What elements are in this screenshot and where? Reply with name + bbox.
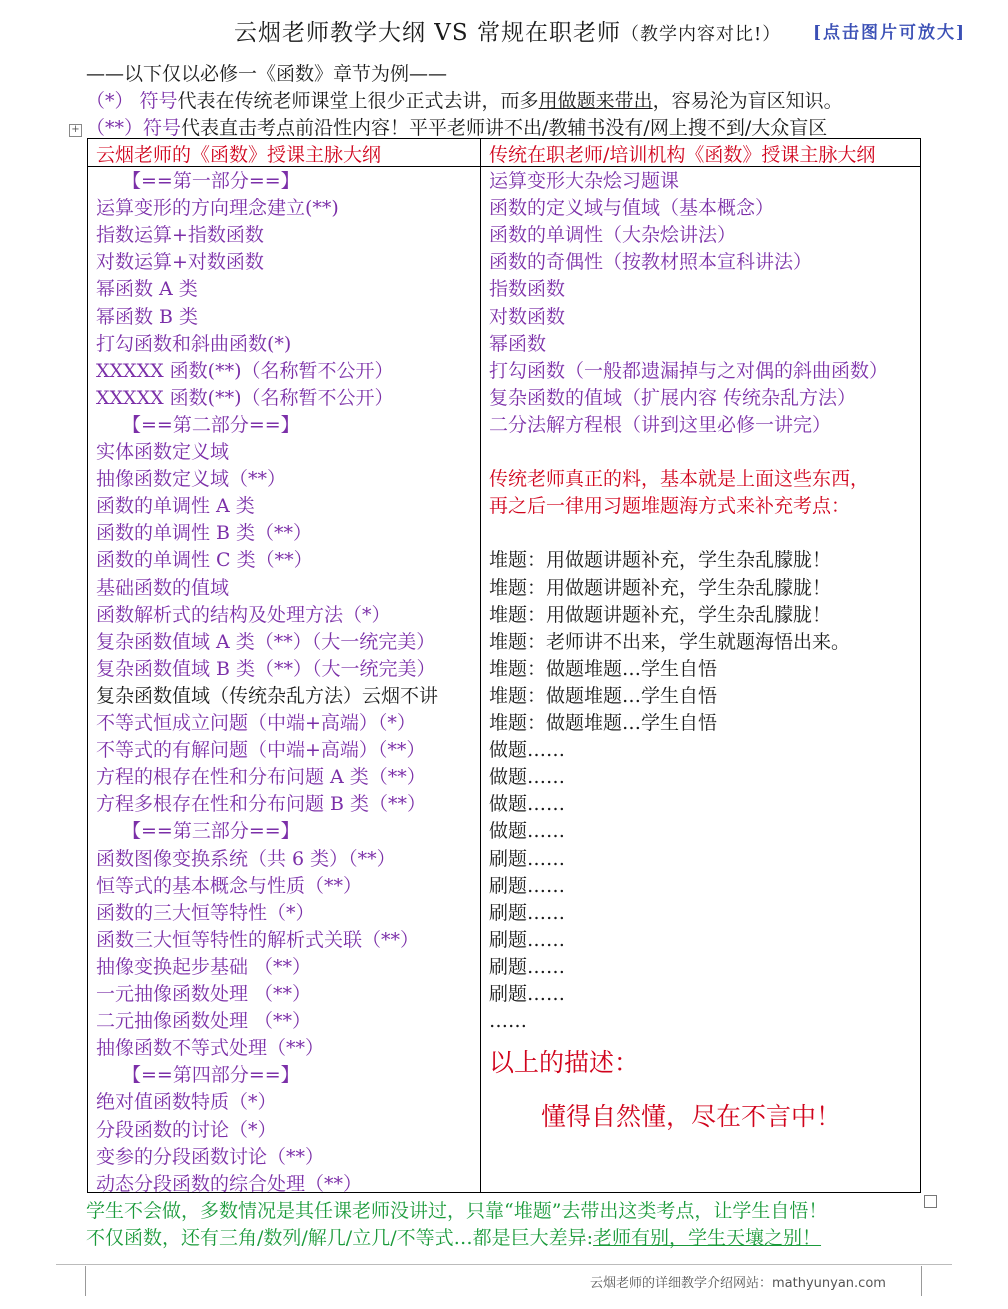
right-column-header: 传统在职老师/培训机构《函数》授课主脉大纲: [489, 144, 876, 166]
right-row: 堆题：用做题讲题补充，学生杂乱朦胧！: [489, 576, 832, 599]
right-row: 堆题：老师讲不出来，学生就题海悟出来。: [489, 630, 851, 653]
left-row: 实体函数定义域: [96, 441, 230, 463]
left-row: 幂函数 A 类: [96, 278, 198, 301]
left-row: 动态分段函数的综合处理（**）: [96, 1172, 363, 1195]
double-star-mark: （**）符号: [86, 117, 182, 139]
right-row: 函数的奇偶性（按教材照本宣科讲法）: [489, 251, 813, 274]
left-row: 运算变形的方向理念建立(**): [96, 197, 339, 220]
right-row: 函数的单调性（大杂烩讲法）: [489, 224, 737, 247]
left-row: 【==第三部分==】: [122, 820, 300, 843]
intro-line-3-text: 代表直击考点前沿性内容！平平老师讲不出/教辅书没有/网上搜不到/大众盲区: [181, 117, 828, 139]
right-row: 刷题……: [489, 955, 566, 978]
right-row: 刷题……: [489, 901, 566, 924]
right-row: 再之后一律用习题堆题海方式来补充考点：: [489, 495, 851, 518]
site-note: 云烟老师的详细教学介绍网站：mathyunyan.com: [590, 1276, 886, 1291]
intro-line-2-text-a: 代表在传统老师课堂上很少正式去讲，而多: [177, 90, 539, 112]
comparison-table: [87, 138, 921, 1193]
intro-line-1: ——以下仅以必修一《函数》章节为例——: [86, 63, 448, 85]
right-row: 刷题……: [489, 847, 566, 870]
left-row: 不等式恒成立问题（中端+高端）（*）: [96, 712, 416, 734]
right-row: ……: [489, 1010, 527, 1033]
left-row: 抽像变换起步基础 （**）: [96, 955, 312, 978]
right-row: 传统老师真正的料，基本就是上面这些东西，: [489, 468, 870, 491]
left-row: 一元抽像函数处理 （**）: [96, 983, 312, 1005]
intro-line-2-underlined: 用做题来带出: [538, 90, 653, 112]
intro-line-2: [86, 86, 843, 113]
left-row: 函数的单调性 C 类（**）: [96, 549, 313, 572]
footer-left-margin-line: [85, 1266, 86, 1296]
left-row: 函数的单调性 A 类: [96, 495, 255, 518]
left-row: 复杂函数值域 B 类（**）（大一统完美）: [96, 657, 436, 680]
left-row: 函数图像变换系统（共 6 类）（**）: [96, 847, 396, 870]
summary-label: 以上的描述：: [489, 1048, 640, 1077]
right-row: 刷题……: [489, 874, 566, 897]
footer-rule: [56, 1264, 952, 1265]
column-divider: [480, 139, 481, 1192]
left-row: 绝对值函数特质（*）: [96, 1091, 277, 1114]
left-row: 函数解析式的结构及处理方法（*）: [96, 603, 391, 626]
footer-line-2: [86, 1223, 821, 1250]
right-row: 做题……: [489, 766, 566, 789]
left-row: 方程多根存在性和分布问题 B 类（**）: [96, 793, 427, 816]
right-row: 做题……: [489, 793, 566, 816]
intro-line-3: [86, 113, 827, 140]
left-column-header: 云烟老师的《函数》授课主脉大纲: [96, 144, 382, 166]
left-row: 【==第四部分==】: [122, 1064, 300, 1087]
left-row: 二元抽像函数处理 （**）: [96, 1010, 312, 1033]
left-row: 抽像函数定义域（**）: [96, 468, 287, 491]
right-row: 函数的定义域与值域（基本概念）: [489, 197, 775, 220]
right-row: 复杂函数的值域（扩展内容 传统杂乱方法）: [489, 386, 857, 409]
right-row: 堆题：做题堆题…学生自悟: [489, 712, 718, 734]
left-row: 指数运算+指数函数: [96, 224, 264, 247]
footer-line-2-underlined: 老师有别，学生天壤之别！: [593, 1227, 822, 1249]
left-row: 不等式的有解问题（中端+高端）（**）: [96, 739, 426, 762]
page-title: [234, 14, 781, 47]
left-row: 函数三大恒等特性的解析式关联（**）: [96, 928, 420, 951]
title-row: [0, 14, 1008, 48]
right-row: 幂函数: [489, 332, 547, 355]
corner-checkbox: [924, 1195, 937, 1208]
intro-line-2-text-b: ，容易沦为盲区知识。: [652, 90, 843, 112]
right-row: 打勾函数（一般都遗漏掉与之对偶的斜曲函数）: [489, 359, 889, 382]
right-row: 二分法解方程根（讲到这里必修一讲完）: [489, 413, 832, 436]
page-title-sub: （教学内容对比!）: [621, 24, 782, 45]
left-row: 【==第一部分==】: [122, 170, 300, 192]
left-row: 对数运算+对数函数: [96, 251, 264, 274]
left-row: 复杂函数值域 A 类（**）（大一统完美）: [96, 630, 436, 653]
zoom-hint-link[interactable]: [点击图片可放大]: [813, 23, 967, 43]
left-row: 幂函数 B 类: [96, 305, 199, 328]
right-row: 堆题：用做题讲题补充，学生杂乱朦胧！: [489, 603, 832, 626]
left-row: XXXXX 函数(**)（名称暂不公开）: [96, 359, 394, 382]
page-title-main: 云烟老师教学大纲 VS 常规在职老师: [234, 20, 621, 46]
left-row: 函数的三大恒等特性（*）: [96, 901, 315, 924]
summary-text: 懂得自然懂，尽在不言中！: [541, 1102, 842, 1131]
table-move-handle-icon[interactable]: +: [69, 124, 82, 137]
right-row: 对数函数: [489, 305, 566, 328]
footer-right-margin-line: [921, 1266, 922, 1296]
right-row: 做题……: [489, 739, 566, 762]
right-row: 堆题：做题堆题…学生自悟: [489, 684, 718, 707]
left-row: 变参的分段函数讨论（**）: [96, 1145, 325, 1168]
right-row: 做题……: [489, 820, 566, 843]
left-row: 【==第二部分==】: [122, 413, 300, 436]
right-row: 堆题：做题堆题…学生自悟: [489, 657, 718, 680]
left-row: 分段函数的讨论（*）: [96, 1118, 277, 1141]
right-row: 刷题……: [489, 983, 566, 1005]
right-row: 刷题……: [489, 928, 566, 951]
single-star-mark: （*） 符号: [86, 90, 178, 112]
left-row: 函数的单调性 B 类（**）: [96, 522, 313, 545]
left-row: 恒等式的基本概念与性质（**）: [96, 874, 363, 897]
footer-line-2-text: 不仅函数，还有三角/数列/解几/立几/不等式…都是巨大差异:: [86, 1227, 594, 1249]
right-row: 运算变形大杂烩习题课: [489, 170, 680, 192]
footer-line-1: 学生不会做，多数情况是其任课老师没讲过，只靠“堆题”去带出这类考点，让学生自悟！: [86, 1200, 828, 1222]
left-row: 抽像函数不等式处理（**）: [96, 1037, 325, 1060]
left-row: 打勾函数和斜曲函数(*): [96, 332, 292, 355]
left-row: 基础函数的值域: [96, 576, 230, 599]
left-row: XXXXX 函数(**)（名称暂不公开）: [96, 386, 394, 409]
right-row: 堆题：用做题讲题补充，学生杂乱朦胧！: [489, 549, 832, 572]
left-row: 复杂函数值域（传统杂乱方法）云烟不讲: [96, 684, 439, 707]
right-row: 指数函数: [489, 278, 566, 301]
left-row: 方程的根存在性和分布问题 A 类（**）: [96, 766, 426, 789]
